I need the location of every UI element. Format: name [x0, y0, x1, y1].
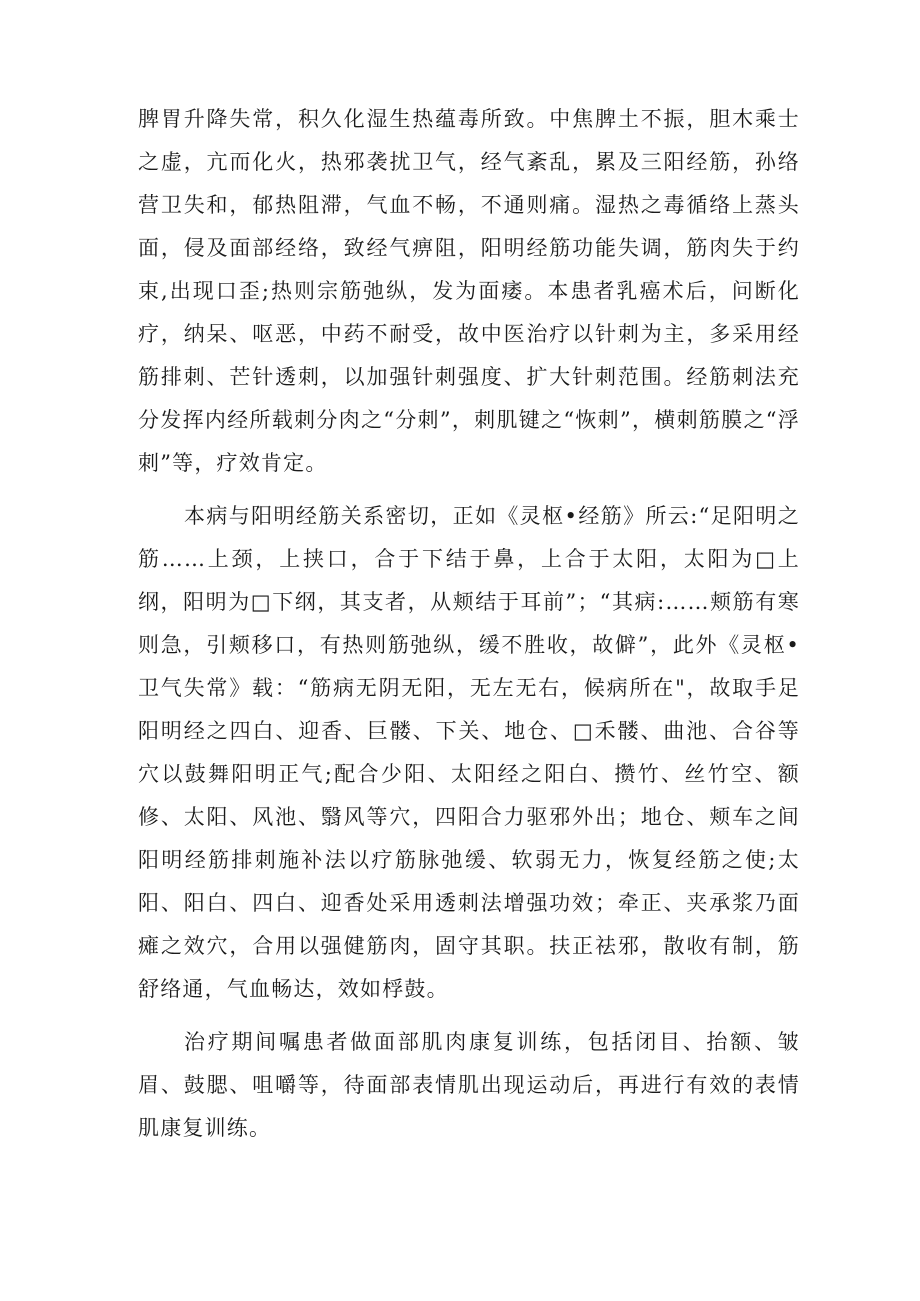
paragraph-1: 脾胃升降失常，积久化湿生热蕴毒所致。中焦脾土不振，胆木乘士之虚，亢而化火，热邪袭扰卫气，经气紊乱，累及三阳经筋，孙络营卫失和，郁热阻滞，气血不畅，不通则痛。湿热之毒循络上蒸头面，侵及面部经络，致经气痹阻，阳明经筋功能失调，筋肉失于约束,出现口歪;热则宗筋弛纵，发为面痿。本患者乳癌术后，问断化疗，纳呆、呕恶，中药不耐受，故中医治疗以针刺为主，多采用经筋排刺、芒针透刺，以加强针刺强度、扩大针刺范围。经筋刺法充分发挥内经所载刺分肉之“分刺”，刺肌键之“恢刺”，横刺筋膜之“浮刺”等，疗效肯定。 [138, 107, 800, 475]
paragraph-3: 治疗期间嘱患者做面部肌肉康复训练，包括闭目、抬额、皱眉、鼓腮、咀嚼等，待面部表情肌出现运动后，再进行有效的表情肌康复训练。 [138, 1030, 800, 1140]
document-body [138, 98, 800, 1160]
paragraph-2: 本病与阳明经筋关系密切，正如《灵枢•经筋》所云:“足阳明之筋……上颈，上挟口，合于下结于鼻，上合于太阳，太阳为□上纲，阳明为□下纲，其支者，从颊结于耳前”；“其病:……颊筋有寒则急，引颊移口，有热则筋弛纵，缓不胜收，故僻”，此外《灵枢•卫气失常》载：“筋病无阴无阳，无左无右，候病所在"，故取手足阳明经之四白、迎香、巨髅、下关、地仓、□禾髅、曲池、合谷等穴以鼓舞阳明正气;配合少阳、太阳经之阳白、攒竹、丝竹空、额修、太阳、风池、翳风等穴，四阳合力驱邪外出；地仓、颊车之间阳明经筋排刺施补法以疗筋脉弛缓、软弱无力，恢复经筋之使;太阳、阳白、四白、迎香处采用透刺法增强功效；牵正、夹承浆乃面瘫之效穴，合用以强健筋肉，固守其职。扶正祛邪，散收有制，筋舒络通，气血畅达，效如桴鼓。 [138, 504, 800, 1001]
